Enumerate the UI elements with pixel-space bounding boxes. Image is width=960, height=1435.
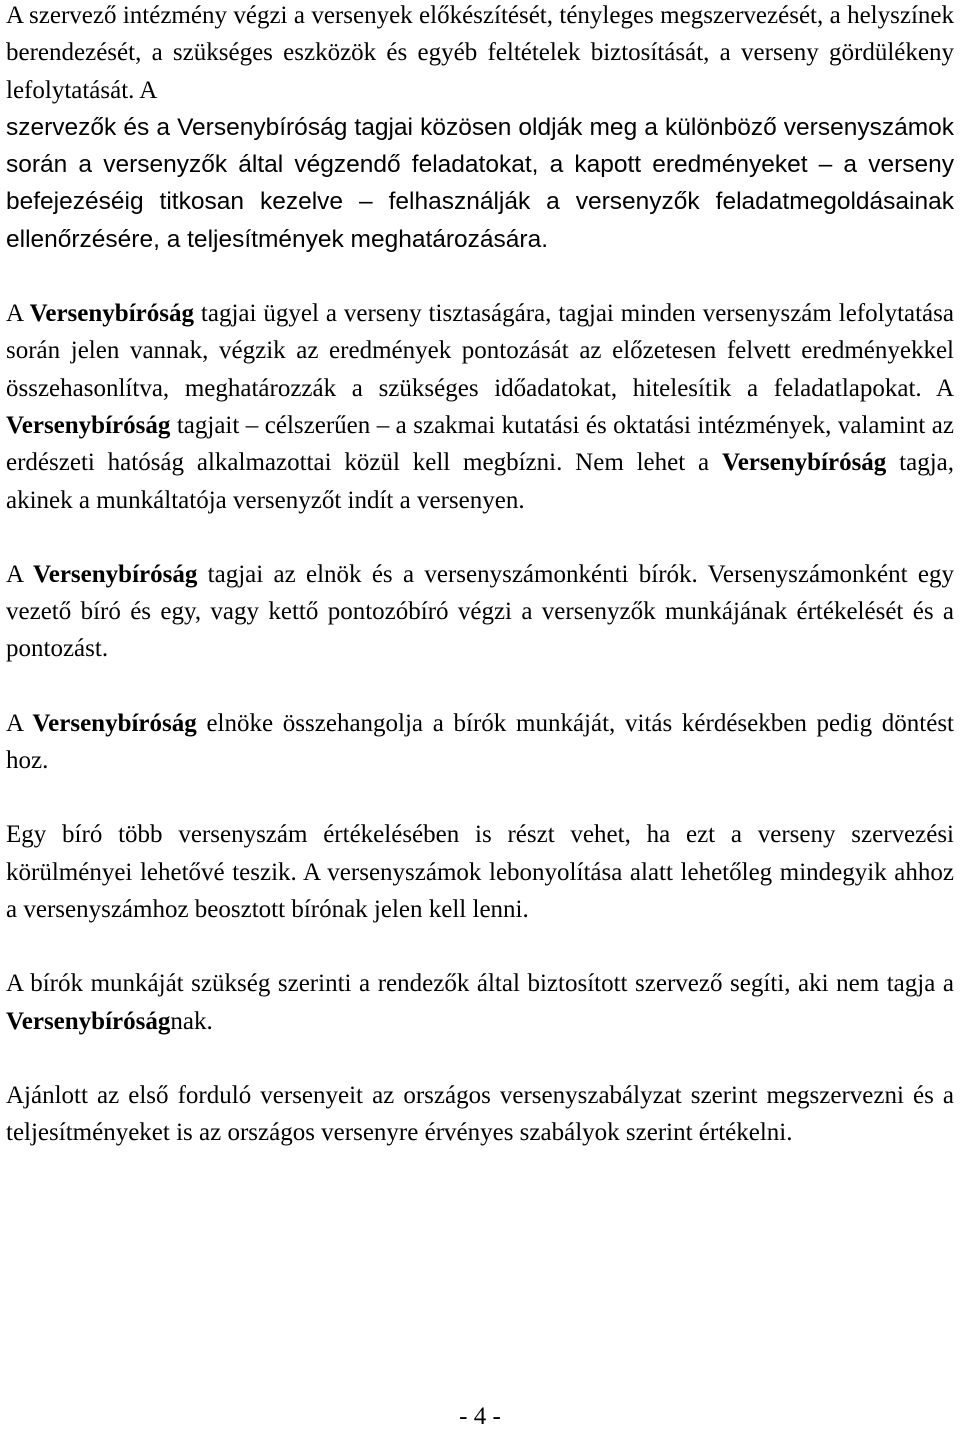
paragraph-gap bbox=[6, 519, 954, 556]
bold-term: Versenybíróság bbox=[32, 709, 197, 737]
document-page bbox=[6, 0, 954, 1151]
text-run: tagjai az elnök és a versenyszámonkénti bírók. Versenyszámonként egy vezető bíró és egy, vagy kettő pontozóbíró végzi a versenyzők munkájának értékelését és a pontozást. bbox=[6, 560, 954, 663]
bold-term: Versenybíróság bbox=[6, 1007, 171, 1035]
paragraph-jury-duties bbox=[6, 295, 954, 519]
text-run: A bbox=[6, 300, 30, 328]
bold-term: Versenybíróság bbox=[6, 411, 171, 439]
text-run: A bbox=[6, 709, 33, 737]
text-run: A szervező intézmény végzi a versenyek előkészítését, tényleges megszervezését, a helyszínek berendezését, a szükséges eszközök és egyéb feltételek biztosítását, a verseny gördülékeny lefolytatását. A bbox=[6, 2, 954, 104]
paragraph-gap bbox=[6, 928, 954, 965]
text-run: Ajánlott az első forduló versenyeit az országos versenyszabályzat szerint megszervezni és a teljesítményeket is az országos versenyre érvényes szabályok szerint értékelni. bbox=[6, 1081, 954, 1147]
text-run: A bbox=[6, 560, 33, 588]
bold-term: Versenybíróság bbox=[29, 300, 194, 328]
paragraph-gap bbox=[6, 668, 954, 705]
text-run: A bírók munkáját szükség szerinti a rendezők által biztosított szervező segíti, aki nem tagja a bbox=[6, 970, 954, 998]
paragraph-organizers-and-jury bbox=[6, 109, 954, 258]
text-run: elnöke összehangolja a bírók munkáját, vitás kérdésekben pedig döntést hoz. bbox=[6, 709, 954, 775]
bold-term: Versenybíróság bbox=[721, 449, 887, 477]
text-run: szervezők és a Versenybíróság tagjai közösen oldják meg a különböző versenyszámok során a versenyzők által végzendő feladatokat, a kapott eredményeket – a verseny befejezéséig titkosan kezelve – felhasználják a versenyzők feladatmegoldásainak ellenőrzésére, a teljesítmények meghatározására. bbox=[6, 113, 954, 253]
paragraph-jury-members bbox=[6, 556, 954, 668]
paragraph-gap bbox=[6, 258, 954, 295]
paragraph-organizer bbox=[6, 0, 954, 109]
paragraph-first-round bbox=[6, 1077, 954, 1152]
text-run: tagjait – célszerűen – a szakmai kutatási és oktatási intézmények, valamint az erdészeti hatóság alkalmazottai közül kell megbízni. Nem lehet a bbox=[6, 411, 954, 477]
page-number: - 4 - bbox=[459, 1403, 501, 1430]
paragraph-judge-multiple-events bbox=[6, 816, 954, 928]
text-run: tagjai ügyel a verseny tisztaságára, tagjai minden versenyszám lefolytatása során jelen vannak, végzik az eredmények pontozását az előzetesen felvett eredményekkel összehasonlítva, meghatározzák a szükséges időadatokat, hitelesítik a feladatlapokat. A bbox=[6, 300, 954, 402]
paragraph-gap bbox=[6, 779, 954, 816]
text-run: tagja, akinek a munkáltatója versenyzőt indít a versenyen. bbox=[6, 449, 954, 514]
text-run: Egy bíró több versenyszám értékelésében is részt vehet, ha ezt a verseny szervezési körülményei lehetővé teszik. A versenyszámok lebonyolítása alatt lehetőleg mindegyik ahhoz a versenyszámhoz beosztott bírónak jelen kell lenni. bbox=[6, 821, 954, 923]
text-run: nak. bbox=[170, 1007, 213, 1035]
bold-term: Versenybíróság bbox=[32, 560, 198, 588]
paragraph-gap bbox=[6, 1040, 954, 1077]
paragraph-judge-assistant bbox=[6, 965, 954, 1040]
paragraph-jury-president bbox=[6, 705, 954, 780]
